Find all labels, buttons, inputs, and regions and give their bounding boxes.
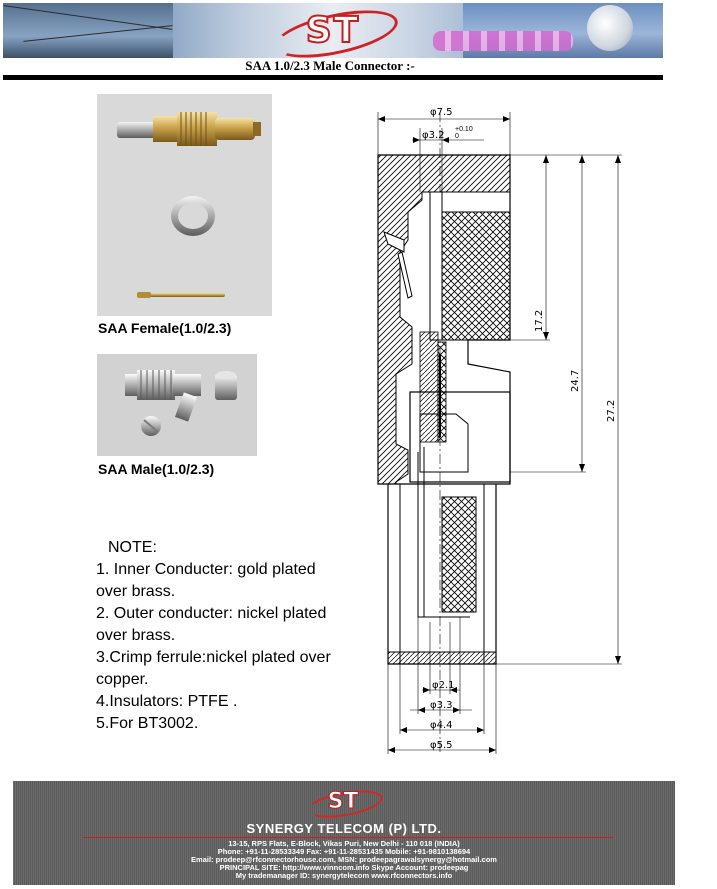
note-line: 5.For BT3002. [96,715,199,732]
saa-female-parts-image [97,94,272,316]
note-heading: NOTE: [108,539,157,556]
footer-phone: Phone: +91-11-28533349 Fax: +91-11-28531435 Mobile: +91-9810138694 [217,847,471,856]
footer-address: 13-15, RPS Flats, E-Block, Vikas Puri, New Delhi - 110 018 (INDIA) [228,839,460,848]
company-logo [268,6,398,56]
notes-block [96,537,381,735]
dim-top-inner: φ3.2 [422,130,445,141]
note-line: 2. Outer conducter: nickel plated [96,605,327,622]
page-title: SAA 1.0/2.3 Male Connector :- [245,58,415,73]
satellite-dish-icon [587,5,633,51]
technical-drawing [360,92,710,772]
banner-cable-photo [433,31,573,51]
saa-female-photo [97,94,272,316]
footer-logo [303,787,383,817]
dim-tolerance-upper: +0.10 [455,126,473,133]
title-rule [3,75,663,80]
dim-vertical-24: 24.7 [570,369,581,392]
saa-male-parts-image [97,354,257,456]
dim-bottom-4-4: φ4.4 [430,720,453,731]
saa-male-caption: SAA Male(1.0/2.3) [98,461,215,477]
dim-bottom-3-3: φ3.3 [430,700,453,711]
note-line: over brass. [96,583,176,600]
note-line: 4.Insulators: PTFE . [96,693,238,710]
dim-vertical-27: 27.2 [606,399,617,422]
logo-text: ST [305,10,361,51]
header-banner [3,3,663,58]
dim-bottom-2-1: φ2.1 [432,680,455,691]
dim-tolerance-lower: 0 [455,133,459,140]
saa-male-photo [97,354,257,456]
footer [13,781,675,885]
connector-cross-section [360,92,710,772]
note-line: copper. [96,671,149,688]
dim-bottom-5-5: φ5.5 [430,740,453,751]
company-name: SYNERGY TELECOM (P) LTD. [246,821,442,836]
dim-top-outer: φ7.5 [430,107,453,118]
dim-vertical-17: 17.2 [534,309,545,332]
note-line: 3.Crimp ferrule:nickel plated over [96,649,331,666]
banner-tower-photo [3,3,173,58]
saa-female-caption: SAA Female(1.0/2.3) [98,320,232,336]
footer-trademanager: My trademanager ID: synergytelecom www.rfconnectors.info [235,871,453,880]
footer-logo-text: ST [327,789,359,814]
note-line: 1. Inner Conducter: gold plated [96,561,316,578]
footer-email: Email: prodeep@rfconnectorhouse.com, MSN: prodeepagrawalsynergy@hotmail.com [191,855,497,864]
footer-site: PRINCIPAL SITE: http://www.vinncom.info Skype Account: prodeepag [219,863,469,872]
footer-divider [83,837,613,838]
note-line: over brass. [96,627,176,644]
